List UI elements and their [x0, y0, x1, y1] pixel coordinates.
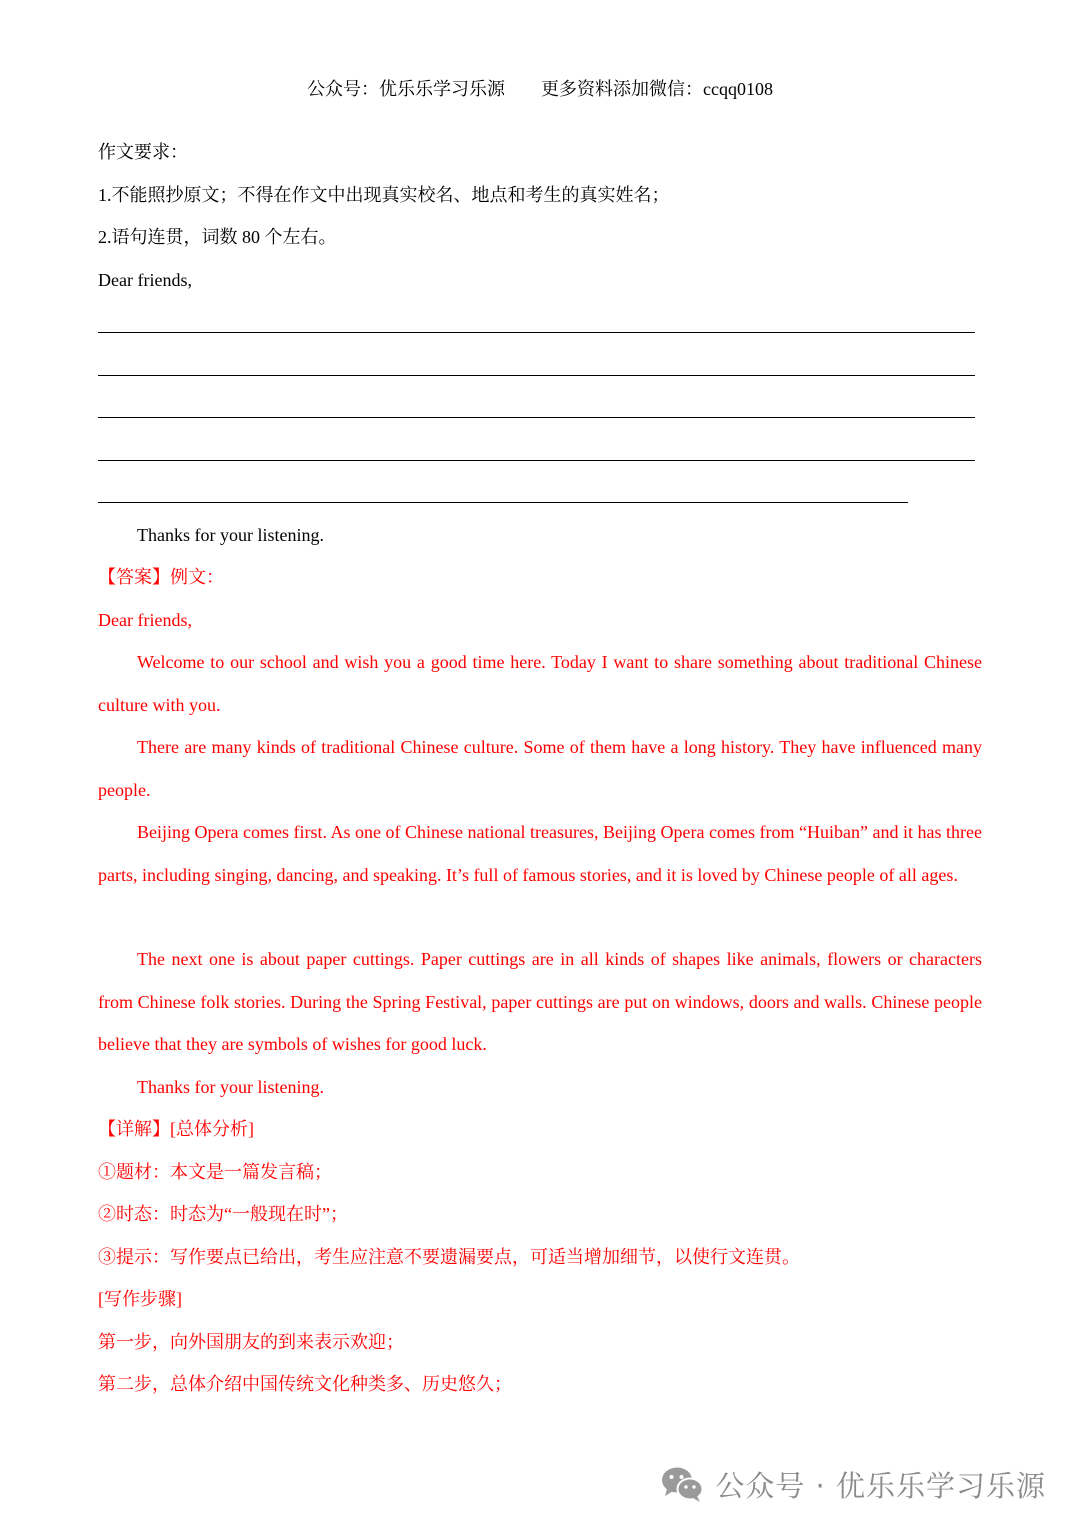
requirement-item-1: 1.不能照抄原文；不得在作文中出现真实校名、地点和考生的真实姓名； — [98, 185, 670, 205]
analysis-point: ①题材：本文是一篇发言稿； — [98, 1162, 332, 1182]
writing-blank-line — [98, 460, 975, 461]
answer-paragraph: Beijing Opera comes first. As one of Chinese national treasures, Beijing Opera comes from “Huiban” and it has three parts, including singing, dancing, and speaking. It’s full of famous stories, and it is loved by Chinese people of all ages. — [98, 822, 982, 885]
requirements-title: 作文要求： — [98, 142, 188, 162]
wechat-logo-icon — [659, 1464, 705, 1504]
prompt-greeting: Dear friends, — [98, 270, 192, 290]
writing-step: 第二步，总体介绍中国传统文化种类多、历史悠久； — [98, 1374, 512, 1394]
writing-blank-line — [98, 375, 975, 376]
answer-closing: Thanks for your listening. — [137, 1077, 324, 1097]
writing-blank-line — [98, 332, 975, 333]
analysis-point: ②时态：时态为“一般现在时”； — [98, 1204, 348, 1224]
watermark-text: 公众号 · 优乐乐学习乐源 — [715, 1468, 1046, 1503]
answer-paragraph: There are many kinds of traditional Chinese culture. Some of them have a long history. They have influenced many people. — [98, 737, 982, 800]
header-account: 公众号：优乐乐学习乐源 — [307, 79, 505, 99]
analysis-overall: [总体分析] — [170, 1119, 254, 1139]
prompt-closing: Thanks for your listening. — [137, 525, 324, 545]
header-contact: 更多资料添加微信：ccqq0108 — [541, 79, 773, 99]
requirement-item-2: 2.语句连贯，词数 80 个左右。 — [98, 227, 337, 247]
writing-step: 第一步，向外国朋友的到来表示欢迎； — [98, 1332, 404, 1352]
writing-blank-line — [98, 417, 975, 418]
watermark — [659, 1462, 1046, 1506]
analysis-label: 【详解】 — [98, 1119, 170, 1139]
analysis-heading — [98, 1118, 254, 1140]
answer-paragraph: Welcome to our school and wish you a good time here. Today I want to share something about traditional Chinese culture with you. — [98, 652, 982, 715]
answer-label: 【答案】例文： — [98, 567, 224, 587]
answer-paragraph: The next one is about paper cuttings. Paper cuttings are in all kinds of shapes like animals, flowers or characters from Chinese folk stories. During the Spring Festival, paper cuttings are put on windows, doors and walls. Chinese people believe that they are symbols of wishes for good luck. — [98, 949, 982, 1054]
writing-blank-line — [98, 502, 908, 503]
analysis-point: ③提示：写作要点已给出，考生应注意不要遗漏要点，可适当增加细节，以使行文连贯。 — [98, 1247, 800, 1267]
answer-greeting: Dear friends, — [98, 610, 192, 630]
page-header — [0, 78, 1080, 100]
writing-steps-title: [写作步骤] — [98, 1289, 182, 1309]
